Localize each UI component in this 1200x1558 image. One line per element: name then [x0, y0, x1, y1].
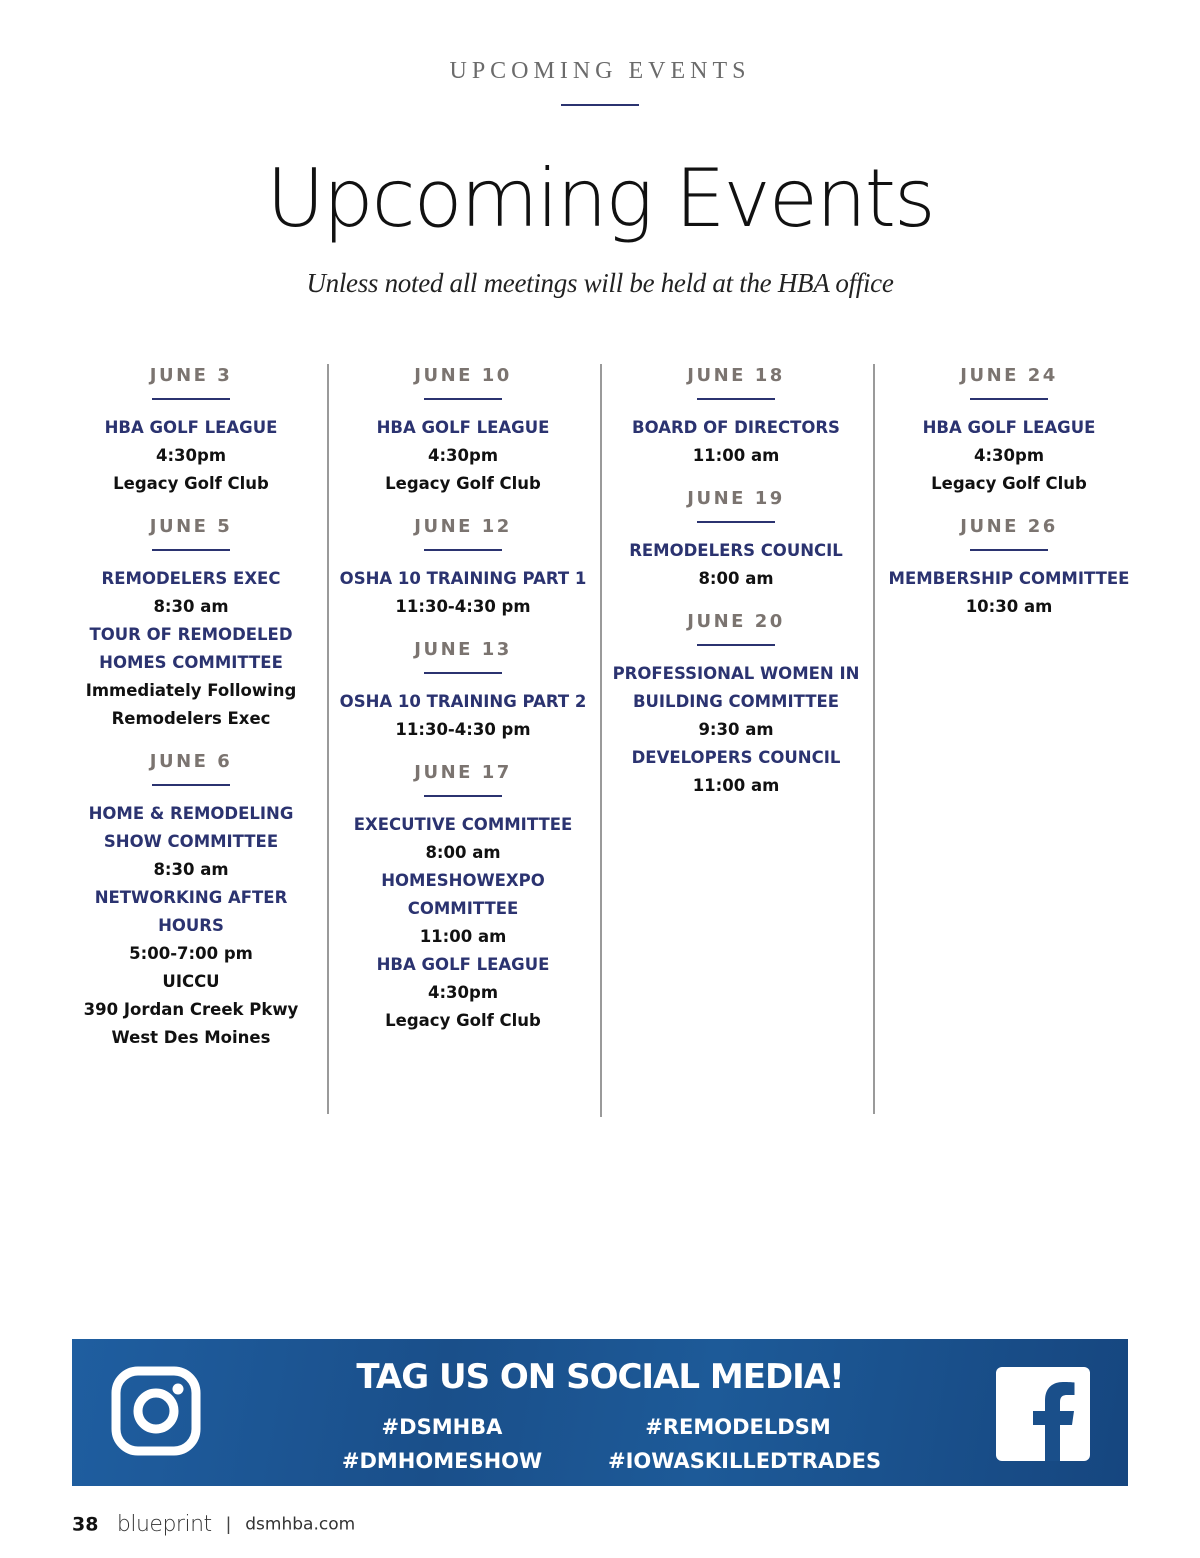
page-title: Upcoming Events: [266, 152, 934, 245]
event-detail: 11:30-4:30 pm: [395, 720, 531, 739]
event-list: [55, 786, 327, 1052]
website-link[interactable]: dsmhba.com: [245, 1514, 356, 1535]
event-name: BUILDING COMMITTEE: [632, 692, 840, 711]
date-heading: JUNE 18: [687, 365, 785, 386]
footer-separator: |: [226, 1514, 231, 1534]
date-heading: JUNE 20: [687, 611, 785, 632]
date-heading: JUNE 6: [149, 751, 233, 772]
date-heading: JUNE 17: [414, 762, 512, 783]
hashtag-dmhomeshow: #DMHOMESHOW: [341, 1449, 543, 1473]
event-name: REMODELERS COUNCIL: [629, 541, 843, 560]
event-name: REMODELERS EXEC: [101, 569, 281, 588]
event-detail: 4:30pm: [973, 446, 1045, 465]
date-group: [327, 759, 599, 1035]
hashtag-dsmhba: #DSMHBA: [381, 1415, 503, 1439]
events-columns: [55, 362, 1145, 1114]
event-detail: 390 Jordan Creek Pkwy: [83, 1000, 299, 1019]
event-name: HBA GOLF LEAGUE: [104, 418, 278, 437]
event-list: [55, 400, 327, 498]
group-spacer: [327, 498, 599, 513]
date-heading: JUNE 3: [149, 365, 233, 386]
date-heading: JUNE 10: [414, 365, 512, 386]
event-name: OSHA 10 TRAINING PART 1: [339, 569, 587, 588]
event-list: [600, 400, 872, 470]
event-name: BOARD OF DIRECTORS: [632, 418, 840, 437]
event-list: [327, 674, 599, 744]
event-detail: Legacy Golf Club: [113, 474, 269, 493]
date-group: [327, 362, 599, 498]
event-detail: 4:30pm: [427, 446, 499, 465]
event-detail: 8:00 am: [425, 843, 501, 862]
date-group: [327, 636, 599, 744]
facebook-icon[interactable]: [996, 1367, 1090, 1461]
event-list: [327, 551, 599, 621]
event-detail: Legacy Golf Club: [931, 474, 1087, 493]
date-group: [873, 513, 1145, 621]
event-detail: 4:30pm: [155, 446, 227, 465]
date-heading: JUNE 13: [414, 639, 512, 660]
event-detail: UICCU: [162, 972, 220, 991]
group-spacer: [55, 498, 327, 513]
events-column: [600, 362, 872, 800]
event-name: PROFESSIONAL WOMEN IN: [612, 664, 860, 683]
date-heading: JUNE 19: [687, 488, 785, 509]
date-heading: JUNE 5: [149, 516, 233, 537]
event-detail: 8:00 am: [698, 569, 774, 588]
date-group: [55, 748, 327, 1052]
events-column: [55, 362, 327, 1052]
page-number: 38: [72, 1513, 99, 1536]
date-heading: JUNE 24: [960, 365, 1058, 386]
event-name: DEVELOPERS COUNCIL: [631, 748, 841, 767]
date-group: [600, 362, 872, 470]
group-spacer: [327, 621, 599, 636]
event-name: NETWORKING AFTER: [94, 888, 288, 907]
event-detail: 8:30 am: [153, 597, 229, 616]
event-list: [873, 551, 1145, 621]
social-banner-title: TAG US ON SOCIAL MEDIA!: [356, 1357, 844, 1397]
event-detail: Immediately Following: [85, 681, 297, 700]
social-banner: [72, 1339, 1128, 1486]
event-name: TOUR OF REMODELED: [89, 625, 293, 644]
event-list: [55, 551, 327, 733]
event-list: [600, 523, 872, 593]
event-detail: Legacy Golf Club: [385, 474, 541, 493]
date-heading: JUNE 26: [960, 516, 1058, 537]
page-subtitle: Unless noted all meetings will be held at the HBA office: [306, 268, 894, 298]
event-name: MEMBERSHIP COMMITTEE: [888, 569, 1130, 588]
event-detail: 9:30 am: [698, 720, 774, 739]
group-spacer: [327, 744, 599, 759]
event-detail: Remodelers Exec: [111, 709, 271, 728]
event-name: OSHA 10 TRAINING PART 2: [339, 692, 587, 711]
event-detail: West Des Moines: [111, 1028, 271, 1047]
hashtag-remodeldsm: #REMODELDSM: [645, 1415, 831, 1439]
event-detail: 11:00 am: [692, 776, 780, 795]
event-detail: 11:00 am: [692, 446, 780, 465]
group-spacer: [55, 733, 327, 748]
event-name: HBA GOLF LEAGUE: [922, 418, 1096, 437]
date-group: [55, 362, 327, 498]
event-name: EXECUTIVE COMMITTEE: [353, 815, 573, 834]
date-group: [55, 513, 327, 733]
event-name: COMMITTEE: [407, 899, 519, 918]
event-name: HBA GOLF LEAGUE: [376, 418, 550, 437]
page-kicker: UPCOMING EVENTS: [449, 58, 751, 84]
date-group: [600, 608, 872, 800]
date-group: [600, 485, 872, 593]
page-footer: [72, 1512, 355, 1542]
event-name: HBA GOLF LEAGUE: [376, 955, 550, 974]
group-spacer: [600, 593, 872, 608]
group-spacer: [600, 470, 872, 485]
events-column: [873, 362, 1145, 621]
event-detail: 4:30pm: [427, 983, 499, 1002]
kicker-rule: [561, 104, 639, 106]
event-name: HOMESHOWEXPO: [381, 871, 545, 890]
event-list: [327, 797, 599, 1035]
group-spacer: [873, 498, 1145, 513]
date-group: [873, 362, 1145, 498]
event-name: HOURS: [158, 916, 224, 935]
event-name: HOMES COMMITTEE: [99, 653, 283, 672]
event-list: [600, 646, 872, 800]
event-list: [327, 400, 599, 498]
event-detail: 10:30 am: [965, 597, 1053, 616]
event-detail: 11:30-4:30 pm: [395, 597, 531, 616]
date-group: [327, 513, 599, 621]
event-detail: 11:00 am: [419, 927, 507, 946]
event-name: HOME & REMODELING: [88, 804, 294, 823]
date-heading: JUNE 12: [414, 516, 512, 537]
event-name: SHOW COMMITTEE: [103, 832, 279, 851]
event-list: [873, 400, 1145, 498]
hashtag-iowaskilledtrades: #IOWASKILLEDTRADES: [608, 1449, 882, 1473]
event-detail: 8:30 am: [153, 860, 229, 879]
event-detail: Legacy Golf Club: [385, 1011, 541, 1030]
events-column: [327, 362, 599, 1035]
event-detail: 5:00-7:00 pm: [129, 944, 253, 963]
brand-logo: blueprint: [116, 1512, 212, 1537]
